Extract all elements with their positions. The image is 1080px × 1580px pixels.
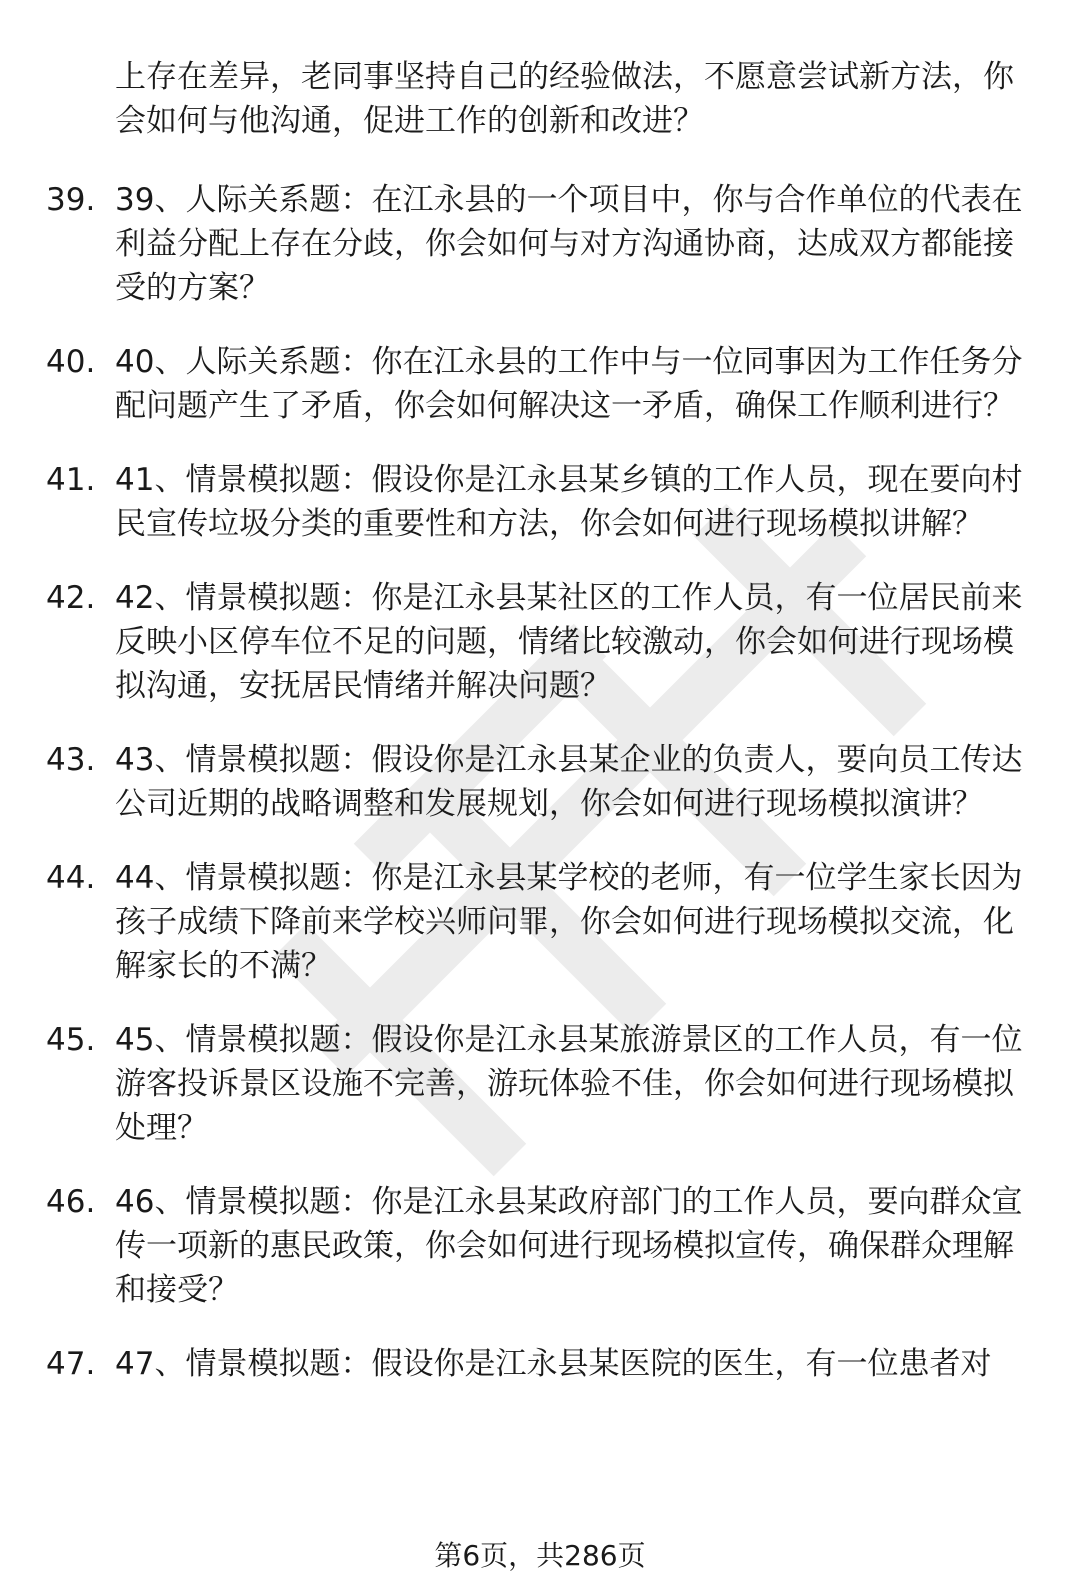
question-item: [0, 458, 1035, 546]
question-text: 46、情景模拟题：你是江永县某政府部门的工作人员，要向群众宣传一项新的惠民政策，你会如何进行现场模拟宣传，确保群众理解和接受？: [115, 1184, 1023, 1308]
question-text: 47、情景模拟题：假设你是江永县某医院的医生，有一位患者对: [115, 1346, 992, 1382]
question-item: [0, 1018, 1035, 1150]
question-number: 45.: [46, 1022, 96, 1058]
question-item: [0, 1180, 1035, 1312]
question-text: 44、情景模拟题：你是江永县某学校的老师，有一位学生家长因为孩子成绩下降前来学校兴师问罪，你会如何进行现场模拟交流，化解家长的不满？: [115, 860, 1023, 984]
question-text: 43、情景模拟题：假设你是江永县某企业的负责人，要向员工传达公司近期的战略调整和发展规划，你会如何进行现场模拟演讲？: [115, 742, 1023, 822]
question-item: [0, 178, 1035, 310]
question-item: [0, 340, 1035, 428]
question-item: [0, 1342, 1035, 1386]
question-number: 41.: [46, 462, 96, 498]
question-text: 40、人际关系题：你在江永县的工作中与一位同事因为工作任务分配问题产生了矛盾，你会如何解决这一矛盾，确保工作顺利进行？: [115, 344, 1023, 424]
question-list: [0, 178, 1080, 1416]
question-number: 44.: [46, 860, 96, 896]
question-item: [0, 738, 1035, 826]
question-item: [0, 576, 1035, 708]
page-footer: 第6页，共286页: [434, 1539, 646, 1572]
question-text: 39、人际关系题：在江永县的一个项目中，你与合作单位的代表在利益分配上存在分歧，你会如何与对方沟通协商，达成双方都能接受的方案？: [115, 182, 1023, 306]
question-text: 41、情景模拟题：假设你是江永县某乡镇的工作人员，现在要向村民宣传垃圾分类的重要性和方法，你会如何进行现场模拟讲解？: [115, 462, 1023, 542]
question-number: 42.: [46, 580, 96, 616]
continued-question-text: 上存在差异，老同事坚持自己的经验做法，不愿意尝试新方法，你会如何与他沟通，促进工作的创新和改进？: [115, 59, 1014, 139]
question-number: 47.: [46, 1346, 96, 1382]
question-text: 45、情景模拟题：假设你是江永县某旅游景区的工作人员，有一位游客投诉景区设施不完善，游玩体验不佳，你会如何进行现场模拟处理？: [115, 1022, 1023, 1146]
question-text: 42、情景模拟题：你是江永县某社区的工作人员，有一位居民前来反映小区停车位不足的问题，情绪比较激动，你会如何进行现场模拟沟通，安抚居民情绪并解决问题？: [115, 580, 1023, 704]
question-number: 46.: [46, 1184, 96, 1220]
question-number: 39.: [46, 182, 96, 218]
question-number: 40.: [46, 344, 96, 380]
question-item: [0, 856, 1035, 988]
question-number: 43.: [46, 742, 96, 778]
